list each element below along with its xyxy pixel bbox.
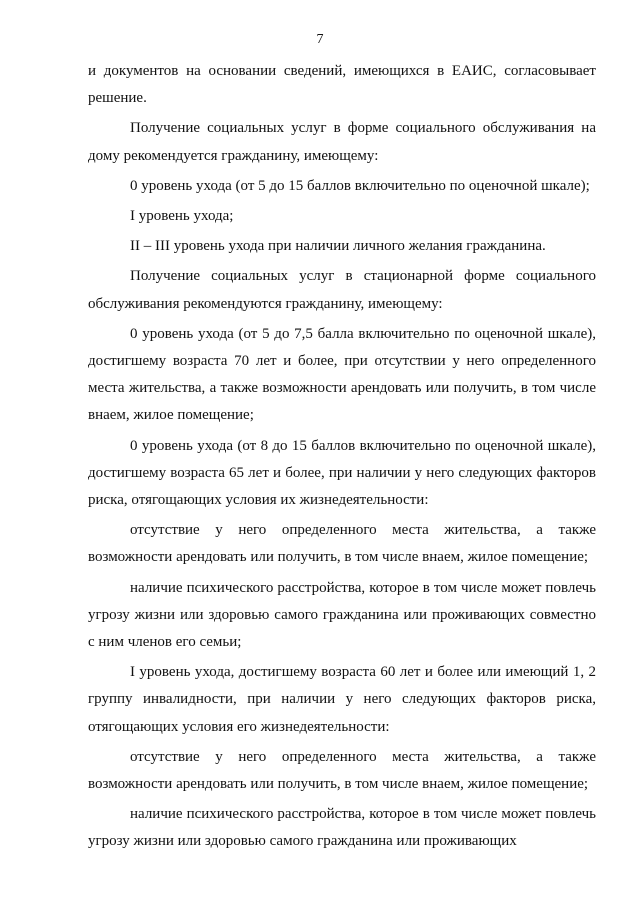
paragraph: наличие психического расстройства, которое в том числе может повлечь угрозу жизни или здоровью самого гражданина или проживающих bbox=[88, 806, 596, 850]
paragraph: наличие психического расстройства, которое в том числе может повлечь угрозу жизни или здоровью самого гражданина или проживающих совместно с ним членов его семьи; bbox=[88, 579, 596, 651]
paragraph: 0 уровень ухода (от 5 до 15 баллов включительно по оценочной шкале); bbox=[130, 177, 590, 194]
paragraph: I уровень ухода, достигшему возраста 60 лет и более или имеющий 1, 2 группу инвалидности, при наличии у него следующих факторов риска, отягощающих условия его жизнедеятельности: bbox=[88, 664, 596, 735]
paragraph: 0 уровень ухода (от 5 до 7,5 балла включительно по оценочной шкале), достигшему возраста 70 лет и более, при отсутствии у него определенного места жительства, а также возможности арендовать или получить, в том числе внаем, жилое помещение; bbox=[88, 325, 596, 424]
paragraph: отсутствие у него определенного места жительства, а также возможности арендовать или получить, в том числе внаем, жилое помещение; bbox=[88, 748, 596, 793]
document-body bbox=[88, 58, 596, 856]
paragraph: II – III уровень ухода при наличии личного желания гражданина. bbox=[130, 238, 546, 255]
paragraph: Получение социальных услуг в стационарной форме социального обслуживания рекомендуются гражданину, имеющему: bbox=[88, 268, 596, 312]
paragraph: 0 уровень ухода (от 8 до 15 баллов включительно по оценочной шкале), достигшему возраста 65 лет и более, при наличии у него следующих факторов риска, отягощающих условия их жизнедеятельности: bbox=[88, 437, 596, 509]
page-number: 7 bbox=[316, 32, 324, 47]
paragraph: I уровень ухода; bbox=[130, 208, 234, 225]
paragraph: отсутствие у него определенного места жительства, а также возможности арендовать или получить, в том числе внаем, жилое помещение; bbox=[88, 522, 596, 566]
paragraph: и документов на основании сведений, имеющихся в ЕАИС, согласовывает решение. bbox=[88, 63, 596, 107]
paragraph: Получение социальных услуг в форме социального обслуживания на дому рекомендуется гражданину, имеющему: bbox=[88, 120, 596, 164]
